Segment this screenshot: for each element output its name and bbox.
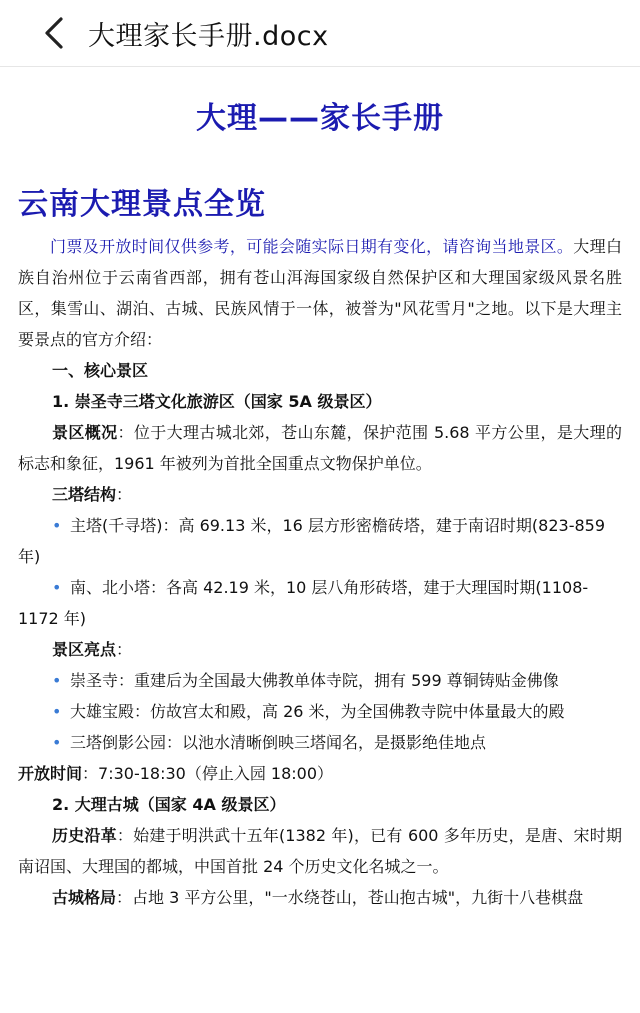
highlights-heading: 景区亮点： bbox=[52, 640, 133, 659]
overview-text: ：位于大理古城北郊，苍山东麓，保护范围 5.68 平方公里，是大理的标志和象征，1961 年被列为首批全国重点文物保护单位。 bbox=[18, 423, 622, 473]
document-body bbox=[0, 93, 640, 913]
price-notice: 门票及开放时间仅供参考，可能会随实际日期有变化，请咨询当地景区。 bbox=[50, 237, 574, 256]
bullet-icon: • bbox=[52, 578, 62, 597]
file-name: 大理家长手册.docx bbox=[88, 20, 329, 52]
spot2-history bbox=[18, 820, 622, 882]
list-item: • 主塔(千寻塔)：高 69.13 米，16 层方形密檐砖塔，建于南诏时期(823-859 年) bbox=[18, 510, 622, 572]
intro-paragraph bbox=[18, 231, 622, 355]
hours-label: 开放时间 bbox=[18, 764, 83, 783]
structure-label: 三塔结构 bbox=[52, 485, 117, 504]
spot1-overview bbox=[18, 417, 622, 479]
bullet-icon: • bbox=[52, 733, 62, 752]
spot1-hours bbox=[18, 758, 622, 789]
chevron-left-icon bbox=[43, 16, 65, 50]
list-item: • 崇圣寺：重建后为全国最大佛教单体寺院，拥有 599 尊铜铸贴金佛像 bbox=[18, 665, 622, 696]
list-item: • 大雄宝殿：仿故宫太和殿，高 26 米，为全国佛教寺院中体量最大的殿 bbox=[18, 696, 622, 727]
layout-text: ：占地 3 平方公里，"一水绕苍山，苍山抱古城"，九街十八巷棋盘 bbox=[116, 888, 584, 907]
structure-heading: 三塔结构： bbox=[52, 485, 133, 504]
section-heading: 云南大理景点全览 bbox=[18, 187, 266, 222]
overview-label: 景区概况 bbox=[52, 423, 118, 442]
spot2-layout bbox=[18, 882, 622, 913]
layout-label: 古城格局 bbox=[52, 888, 117, 907]
bullet-icon: • bbox=[52, 702, 62, 721]
spot2-title: 2. 大理古城（国家 4A 级景区） bbox=[52, 795, 286, 814]
top-bar bbox=[0, 0, 640, 67]
list-item: • 南、北小塔：各高 42.19 米，10 层八角形砖塔，建于大理国时期(1108-1172 年) bbox=[18, 572, 622, 634]
bullet-icon: • bbox=[52, 516, 62, 535]
list-item: • 三塔倒影公园：以池水清晰倒映三塔闻名，是摄影绝佳地点 bbox=[18, 727, 622, 758]
highlights-label: 景区亮点 bbox=[52, 640, 117, 659]
bullet-icon: • bbox=[52, 671, 62, 690]
intro-text: 大理白族自治州位于云南省西部，拥有苍山洱海国家级自然保护区和大理国家级风景名胜区，集雪山、湖泊、古城、民族风情于一体，被誉为"风花雪月"之地。以下是大理主要景点的官方介绍： bbox=[18, 237, 622, 349]
history-text: ：始建于明洪武十五年(1382 年)，已有 600 多年历史，是唐、宋时期南诏国、大理国的都城，中国首批 24 个历史文化名城之一。 bbox=[18, 826, 622, 876]
document-title: 大理——家长手册 bbox=[196, 101, 444, 136]
section-core: 一、核心景区 bbox=[52, 361, 149, 380]
history-label: 历史沿革 bbox=[52, 826, 117, 845]
back-button[interactable] bbox=[34, 13, 74, 53]
spot1-title: 1. 崇圣寺三塔文化旅游区（国家 5A 级景区） bbox=[52, 392, 382, 411]
hours-text: ：7:30-18:30（停止入园 18:00） bbox=[82, 764, 334, 783]
